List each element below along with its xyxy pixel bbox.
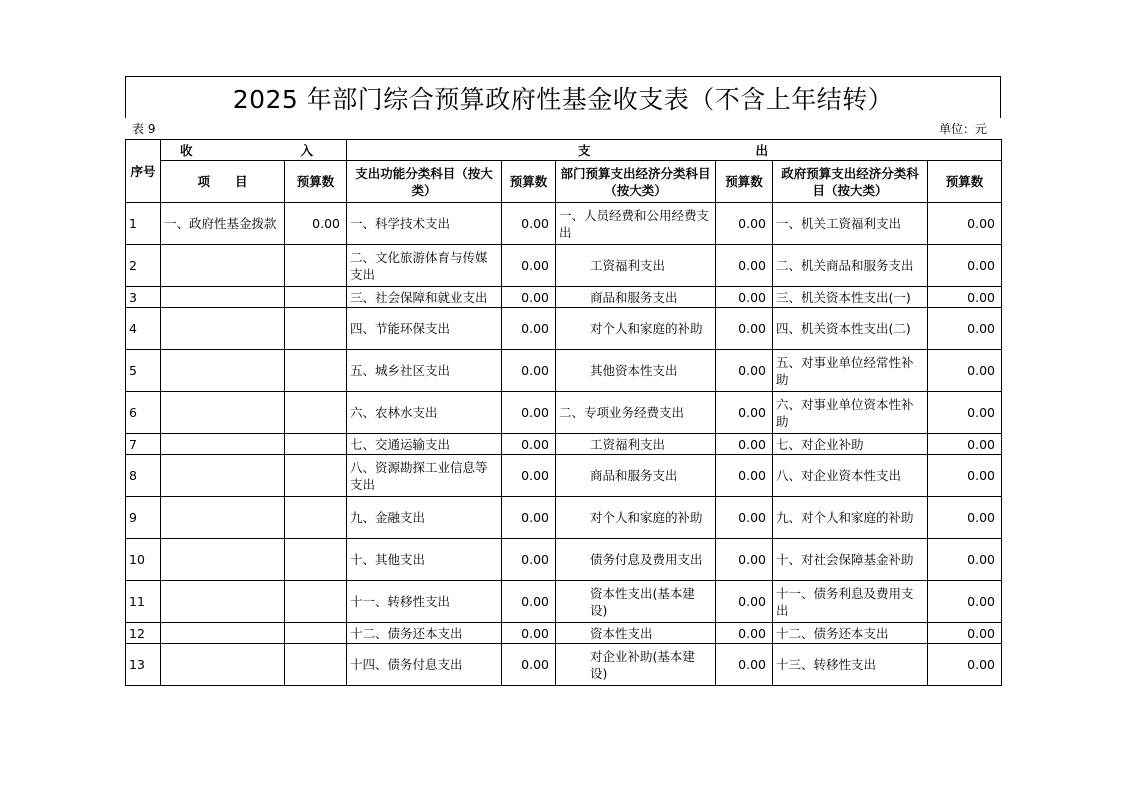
gov-econ-amount: 0.00 xyxy=(928,455,1002,497)
dept-econ-amount: 0.00 xyxy=(716,287,773,308)
dept-econ-class: 商品和服务支出 xyxy=(556,287,716,308)
table-row xyxy=(126,455,1002,497)
row-number: 9 xyxy=(126,497,161,539)
gov-econ-amount: 0.00 xyxy=(928,497,1002,539)
page-title: 2025 年部门综合预算政府性基金收支表（不含上年结转） xyxy=(232,84,894,114)
header-gov-econ: 政府预算支出经济分类科目（按大类） xyxy=(773,161,928,203)
income-amount xyxy=(285,350,347,392)
function-class: 二、文化旅游体育与传媒支出 xyxy=(347,245,502,287)
row-number: 10 xyxy=(126,539,161,581)
income-item xyxy=(161,539,285,581)
header-amount-4: 预算数 xyxy=(928,161,1002,203)
function-amount: 0.00 xyxy=(502,350,556,392)
function-class: 五、城乡社区支出 xyxy=(347,350,502,392)
dept-econ-class: 二、专项业务经费支出 xyxy=(556,392,716,434)
gov-econ-amount: 0.00 xyxy=(928,350,1002,392)
dept-econ-amount: 0.00 xyxy=(716,623,773,644)
header-amount-2: 预算数 xyxy=(502,161,556,203)
dept-econ-class: 其他资本性支出 xyxy=(556,350,716,392)
income-item xyxy=(161,350,285,392)
income-amount xyxy=(285,455,347,497)
header-income: 收 入 xyxy=(161,140,347,161)
gov-econ-amount: 0.00 xyxy=(928,623,1002,644)
gov-econ-class: 三、机关资本性支出(一) xyxy=(773,287,928,308)
gov-econ-class: 七、对企业补助 xyxy=(773,434,928,455)
row-number: 11 xyxy=(126,581,161,623)
income-amount xyxy=(285,539,347,581)
dept-econ-amount: 0.00 xyxy=(716,581,773,623)
dept-econ-amount: 0.00 xyxy=(716,245,773,287)
table-row xyxy=(126,245,1002,287)
function-class: 一、科学技术支出 xyxy=(347,203,502,245)
function-amount: 0.00 xyxy=(502,203,556,245)
dept-econ-class: 债务付息及费用支出 xyxy=(556,539,716,581)
income-item xyxy=(161,308,285,350)
function-class: 十二、债务还本支出 xyxy=(347,623,502,644)
income-item: 一、政府性基金拨款 xyxy=(161,203,285,245)
function-class: 七、交通运输支出 xyxy=(347,434,502,455)
income-amount xyxy=(285,308,347,350)
dept-econ-amount: 0.00 xyxy=(716,392,773,434)
dept-econ-amount: 0.00 xyxy=(716,434,773,455)
income-item xyxy=(161,623,285,644)
gov-econ-amount: 0.00 xyxy=(928,539,1002,581)
income-item xyxy=(161,581,285,623)
row-number: 4 xyxy=(126,308,161,350)
header-func-class: 支出功能分类科目（按大类） xyxy=(347,161,502,203)
function-class: 十四、债务付息支出 xyxy=(347,644,502,686)
header-expense: 支 出 xyxy=(347,140,1002,161)
function-amount: 0.00 xyxy=(502,644,556,686)
gov-econ-class: 九、对个人和家庭的补助 xyxy=(773,497,928,539)
income-amount xyxy=(285,623,347,644)
table-row xyxy=(126,539,1002,581)
function-class: 六、农林水支出 xyxy=(347,392,502,434)
budget-table xyxy=(125,139,1002,686)
income-item xyxy=(161,287,285,308)
table-row xyxy=(126,581,1002,623)
function-class: 八、资源勘探工业信息等支出 xyxy=(347,455,502,497)
gov-econ-class: 十一、债务利息及费用支出 xyxy=(773,581,928,623)
function-amount: 0.00 xyxy=(502,455,556,497)
gov-econ-amount: 0.00 xyxy=(928,203,1002,245)
row-number: 12 xyxy=(126,623,161,644)
income-amount xyxy=(285,245,347,287)
gov-econ-amount: 0.00 xyxy=(928,581,1002,623)
income-amount xyxy=(285,287,347,308)
row-number: 3 xyxy=(126,287,161,308)
dept-econ-class: 资本性支出 xyxy=(556,623,716,644)
gov-econ-class: 十二、债务还本支出 xyxy=(773,623,928,644)
function-amount: 0.00 xyxy=(502,245,556,287)
table-row xyxy=(126,497,1002,539)
income-item xyxy=(161,245,285,287)
function-amount: 0.00 xyxy=(502,434,556,455)
function-class: 十一、转移性支出 xyxy=(347,581,502,623)
table-row xyxy=(126,434,1002,455)
table-row xyxy=(126,287,1002,308)
function-amount: 0.00 xyxy=(502,287,556,308)
dept-econ-class: 一、人员经费和公用经费支出 xyxy=(556,203,716,245)
function-class: 四、节能环保支出 xyxy=(347,308,502,350)
gov-econ-amount: 0.00 xyxy=(928,308,1002,350)
table-row xyxy=(126,623,1002,644)
dept-econ-amount: 0.00 xyxy=(716,203,773,245)
dept-econ-class: 对个人和家庭的补助 xyxy=(556,497,716,539)
gov-econ-class: 四、机关资本性支出(二) xyxy=(773,308,928,350)
dept-econ-class: 资本性支出(基本建设) xyxy=(556,581,716,623)
gov-econ-amount: 0.00 xyxy=(928,392,1002,434)
row-number: 1 xyxy=(126,203,161,245)
table-row xyxy=(126,203,1002,245)
dept-econ-class: 商品和服务支出 xyxy=(556,455,716,497)
row-number: 2 xyxy=(126,245,161,287)
dept-econ-amount: 0.00 xyxy=(716,455,773,497)
table-row xyxy=(126,392,1002,434)
unit-label: 单位：元 xyxy=(938,122,987,136)
income-amount xyxy=(285,434,347,455)
income-amount xyxy=(285,497,347,539)
row-number: 7 xyxy=(126,434,161,455)
function-amount: 0.00 xyxy=(502,392,556,434)
gov-econ-class: 六、对事业单位资本性补助 xyxy=(773,392,928,434)
gov-econ-class: 二、机关商品和服务支出 xyxy=(773,245,928,287)
gov-econ-amount: 0.00 xyxy=(928,644,1002,686)
function-amount: 0.00 xyxy=(502,623,556,644)
function-class: 三、社会保障和就业支出 xyxy=(347,287,502,308)
gov-econ-class: 一、机关工资福利支出 xyxy=(773,203,928,245)
income-item xyxy=(161,434,285,455)
dept-econ-amount: 0.00 xyxy=(716,308,773,350)
header-seq: 序号 xyxy=(126,140,161,203)
function-amount: 0.00 xyxy=(502,308,556,350)
function-amount: 0.00 xyxy=(502,497,556,539)
header-amount: 预算数 xyxy=(285,161,347,203)
dept-econ-class: 工资福利支出 xyxy=(556,245,716,287)
income-amount xyxy=(285,392,347,434)
income-item xyxy=(161,392,285,434)
dept-econ-amount: 0.00 xyxy=(716,350,773,392)
gov-econ-amount: 0.00 xyxy=(928,287,1002,308)
income-item xyxy=(161,455,285,497)
gov-econ-amount: 0.00 xyxy=(928,245,1002,287)
dept-econ-class: 对个人和家庭的补助 xyxy=(556,308,716,350)
row-number: 8 xyxy=(126,455,161,497)
function-class: 十、其他支出 xyxy=(347,539,502,581)
function-amount: 0.00 xyxy=(502,539,556,581)
income-item xyxy=(161,644,285,686)
row-number: 6 xyxy=(126,392,161,434)
title-box xyxy=(125,76,1001,118)
income-amount: 0.00 xyxy=(285,203,347,245)
header-dept-econ: 部门预算支出经济分类科目（按大类） xyxy=(556,161,716,203)
income-amount xyxy=(285,644,347,686)
gov-econ-class: 五、对事业单位经常性补助 xyxy=(773,350,928,392)
function-class: 九、金融支出 xyxy=(347,497,502,539)
gov-econ-amount: 0.00 xyxy=(928,434,1002,455)
gov-econ-class: 十三、转移性支出 xyxy=(773,644,928,686)
table-row xyxy=(126,308,1002,350)
function-amount: 0.00 xyxy=(502,581,556,623)
header-amount-3: 预算数 xyxy=(716,161,773,203)
income-amount xyxy=(285,581,347,623)
dept-econ-class: 对企业补助(基本建设) xyxy=(556,644,716,686)
income-item xyxy=(161,497,285,539)
dept-econ-amount: 0.00 xyxy=(716,644,773,686)
table-number: 表 9 xyxy=(132,122,156,136)
row-number: 5 xyxy=(126,350,161,392)
table-row xyxy=(126,350,1002,392)
dept-econ-class: 工资福利支出 xyxy=(556,434,716,455)
gov-econ-class: 十、对社会保障基金补助 xyxy=(773,539,928,581)
table-row xyxy=(126,644,1002,686)
dept-econ-amount: 0.00 xyxy=(716,539,773,581)
row-number: 13 xyxy=(126,644,161,686)
gov-econ-class: 八、对企业资本性支出 xyxy=(773,455,928,497)
dept-econ-amount: 0.00 xyxy=(716,497,773,539)
header-item: 项 目 xyxy=(161,161,285,203)
